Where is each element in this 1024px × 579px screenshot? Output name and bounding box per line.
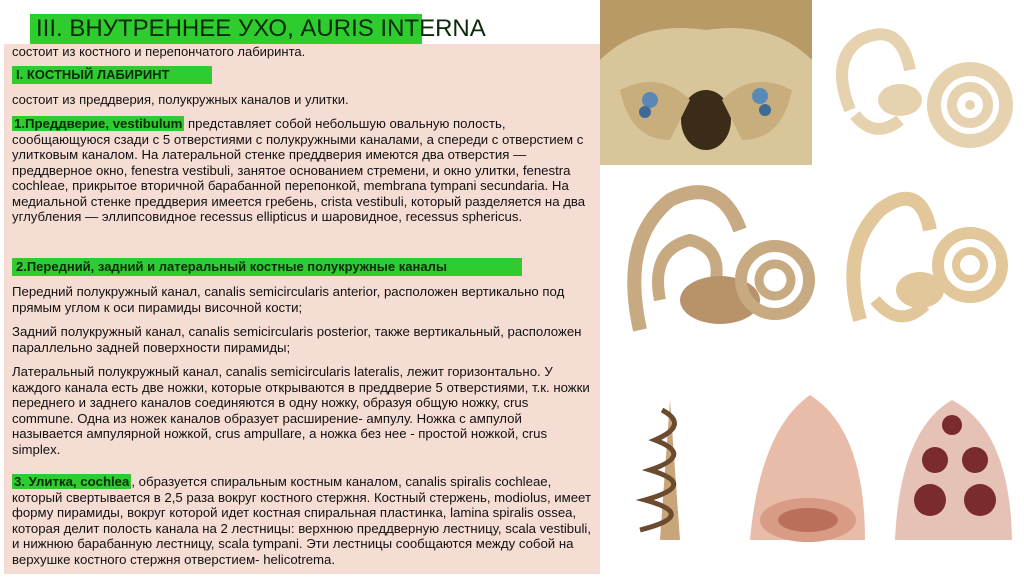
cochlea-label: 3. Улитка, cochlea (14, 474, 130, 489)
canals-heading-bar (12, 258, 522, 276)
text-panel (4, 44, 600, 574)
slide-title: III. ВНУТРЕННЕЕ УХО, AURIS INTERNA (30, 14, 422, 44)
posterior-canal-paragraph: Задний полукружный канал, canalis semicircularis posterior, также вертикальный, расположен параллельно задней поверхности пирамиды; (12, 324, 582, 355)
vestibule-text: представляет собой небольшую овальную полость, сообщающуюся сзади с 5 отверстиями с полукружными каналами, а спереди с отверстием с улитковым каналом. На латеральной стенке преддверия имеются два отверстия — преддверное окно, fenestra vestibuli, занятое основанием стремени, и окно улитки, fenestra cochleae, прикрытое вторичной барабанной перепонкой, membrana tympani secundaria. На медиальной стенке преддверия имеется гребень, crista vestibuli, который разделяется на два углубления — эллипсовидное recessus ellipticus и шаровидное, recessus sphericus. (12, 116, 586, 224)
skull-base-image (600, 0, 812, 165)
anatomy-figures (600, 0, 1024, 574)
cochlea-shell-image (730, 380, 880, 574)
intro-text: состоит из костного и перепончатого лабиринта. (12, 44, 306, 59)
section1-heading-bar (12, 66, 212, 84)
cochlea-text: , образуется спиральным костным каналом, canalis spiralis cochleae, который свертывается в 2,5 раза вокруг костного стержня. Костный стержень, modiolus, имеет форму пирамиды, вокруг которой идет костная спиральная пластинка, lamina spiralis ossea, которая делит полость канала на 2 лестницы: верхнюю преддверную лестницу, scala vestibuli, и нижнюю барабанную лестницу, scala tympani. Эти лестницы сообщаются между собой на верхушке костного стержня отверстием- helicotrema. (12, 474, 591, 567)
vestibule-paragraph (12, 116, 592, 225)
vestibule-label: 1.Преддверие, vestibulum (14, 116, 183, 131)
lateral-canal-paragraph: Латеральный полукружный канал, canalis semicircularis lateralis, лежит горизонтально. У каждого канала есть две ножки, которые открываются в преддверие 5 отверстиями, т.к. ножки переднего и заднего каналов соединяются в одну ножку, образуя общую ножку, crus commune. Одна из ножек каналов образует расширение- ампулу. Ножка с ампулой называется ампулярной ножкой, crus ampullare, а ножка без нее - простой ножкой, crus simplex. (12, 364, 590, 457)
modiolus-image (600, 380, 730, 574)
labyrinth-outline-image (815, 170, 1024, 375)
cochlea-section-image (880, 380, 1024, 574)
cochlea-paragraph (12, 474, 592, 567)
anatomy-illustrations (600, 0, 1024, 574)
section1-text: состоит из преддверия, полукружных каналов и улитки. (12, 92, 349, 107)
bony-labyrinth-drawing (815, 0, 1024, 165)
canals-heading: 2.Передний, задний и латеральный костные полукружные каналы (16, 259, 447, 274)
anterior-canal-paragraph: Передний полукружный канал, canalis semicircularis anterior, расположен вертикально под прямым углом к оси пирамиды височной кости; (12, 284, 565, 315)
section1-heading: I. КОСТНЫЙ ЛАБИРИНТ (16, 67, 170, 82)
labyrinth-labeled-image (600, 170, 812, 375)
